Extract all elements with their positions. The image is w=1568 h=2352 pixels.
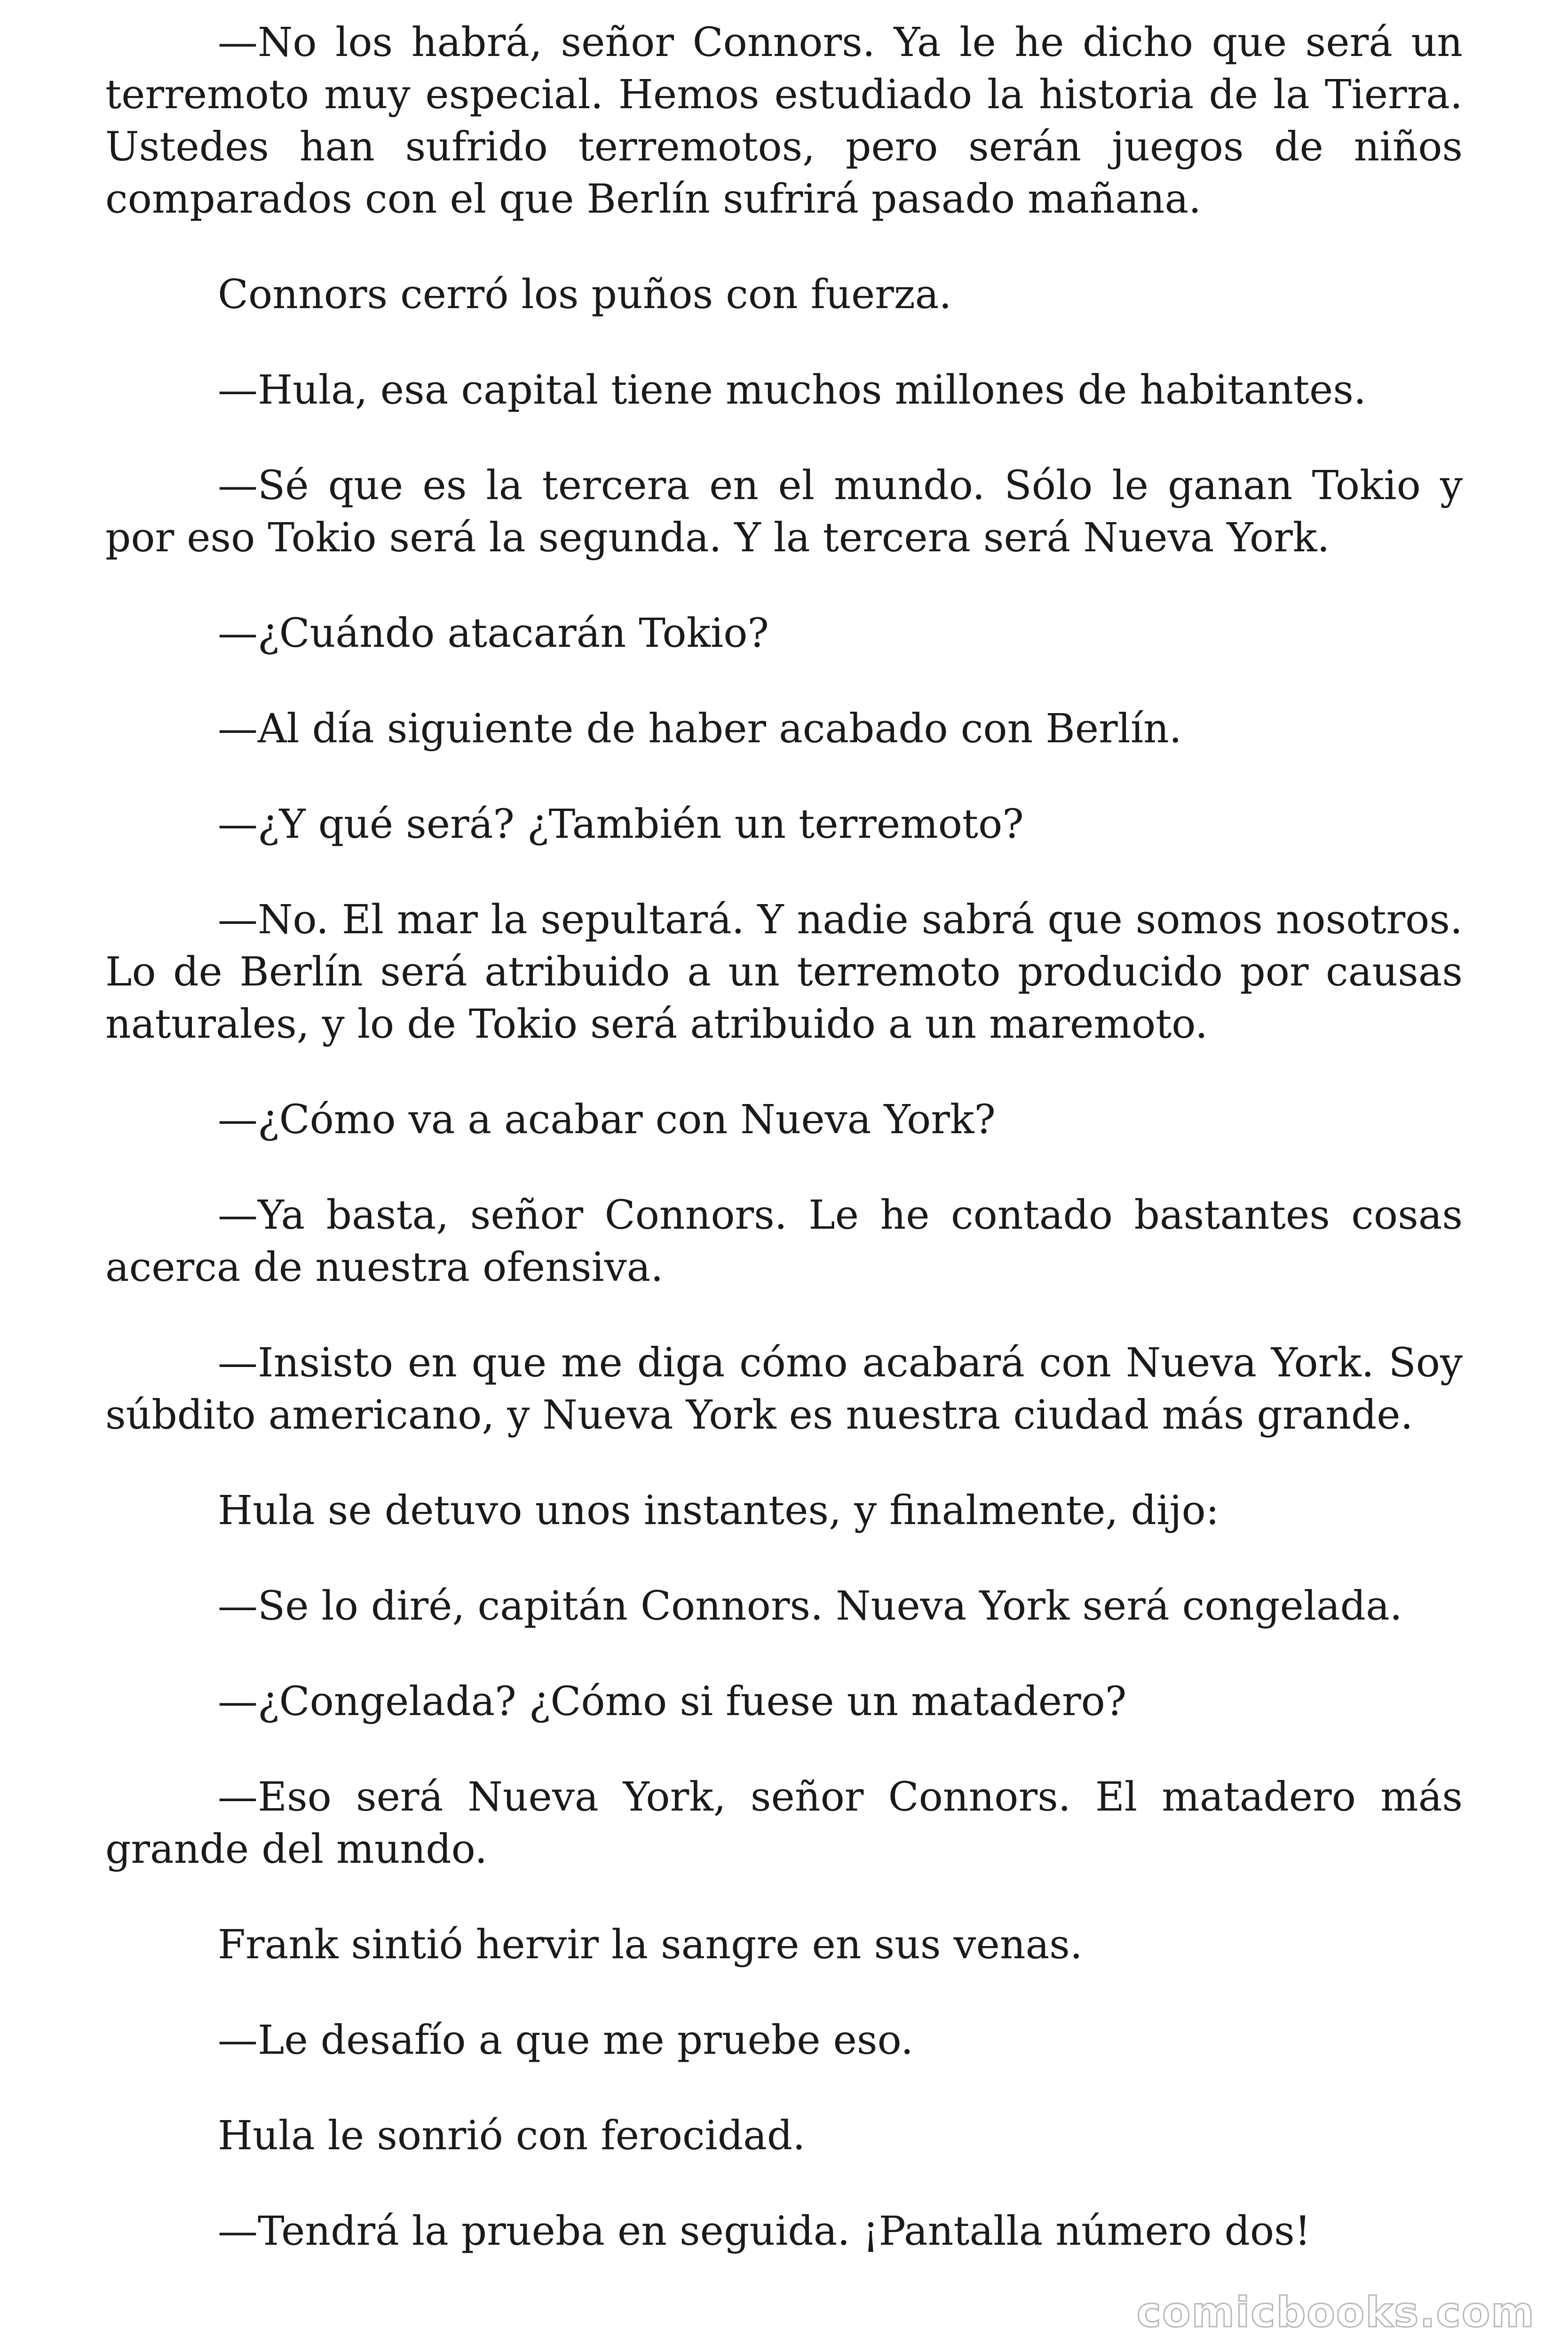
paragraph: —Hula, esa capital tiene muchos millones de habitantes.	[218, 367, 1366, 413]
paragraph: —Al día siguiente de haber acabado con Berlín.	[218, 706, 1182, 752]
paragraph: —¿Cuándo atacarán Tokio?	[218, 610, 769, 657]
paragraph: —Se lo diré, capitán Connors. Nueva York será congelada.	[218, 1583, 1402, 1629]
paragraph: Frank sintió hervir la sangre en sus venas.	[218, 1922, 1083, 1968]
paragraph: Hula se detuvo unos instantes, y finalmente, dijo:	[218, 1487, 1220, 1534]
paragraph: —Eso será Nueva York, señor Connors. El matadero más grande del mundo.	[105, 1774, 1463, 1873]
paragraph: —¿Y qué será? ¿También un terremoto?	[218, 801, 1024, 848]
paragraph: —¿Congelada? ¿Cómo si fuese un matadero?	[218, 1678, 1127, 1725]
paragraph: —Tendrá la prueba en seguida. ¡Pantalla número dos!	[218, 2208, 1311, 2255]
paragraph: —¿Cómo va a acabar con Nueva York?	[218, 1097, 996, 1143]
watermark: comicbooks.com	[1136, 2288, 1535, 2336]
paragraph: Connors cerró los puños con fuerza.	[218, 271, 952, 318]
paragraph: —No. El mar la sepultará. Y nadie sabrá que somos nosotros. Lo de Berlín será atribuido a un terremoto producido por causas naturales, y lo de Tokio será atribuido a un maremoto.	[105, 897, 1463, 1048]
paragraph: —Ya basta, señor Connors. Le he contado bastantes cosas acerca de nuestra ofensiva.	[105, 1192, 1463, 1291]
paragraph: Hula le sonrió con ferocidad.	[218, 2113, 806, 2159]
paragraph: —Sé que es la tercera en el mundo. Sólo le ganan Tokio y por eso Tokio será la segunda. Y la tercera será Nueva York.	[105, 462, 1463, 561]
paragraph: —No los habrá, señor Connors. Ya le he dicho que será un terremoto muy especial. Hemos estudiado la historia de la Tierra. Ustedes han sufrido terremotos, pero serán juegos de niños comparados con el que Berlín sufrirá pasado mañana.	[105, 19, 1463, 222]
text-column	[105, 16, 1463, 2257]
paragraph: —Le desafío a que me pruebe eso.	[218, 2017, 914, 2064]
paragraph: —Insisto en que me diga cómo acabará con Nueva York. Soy súbdito americano, y Nueva York es nuestra ciudad más grande.	[105, 1340, 1463, 1438]
